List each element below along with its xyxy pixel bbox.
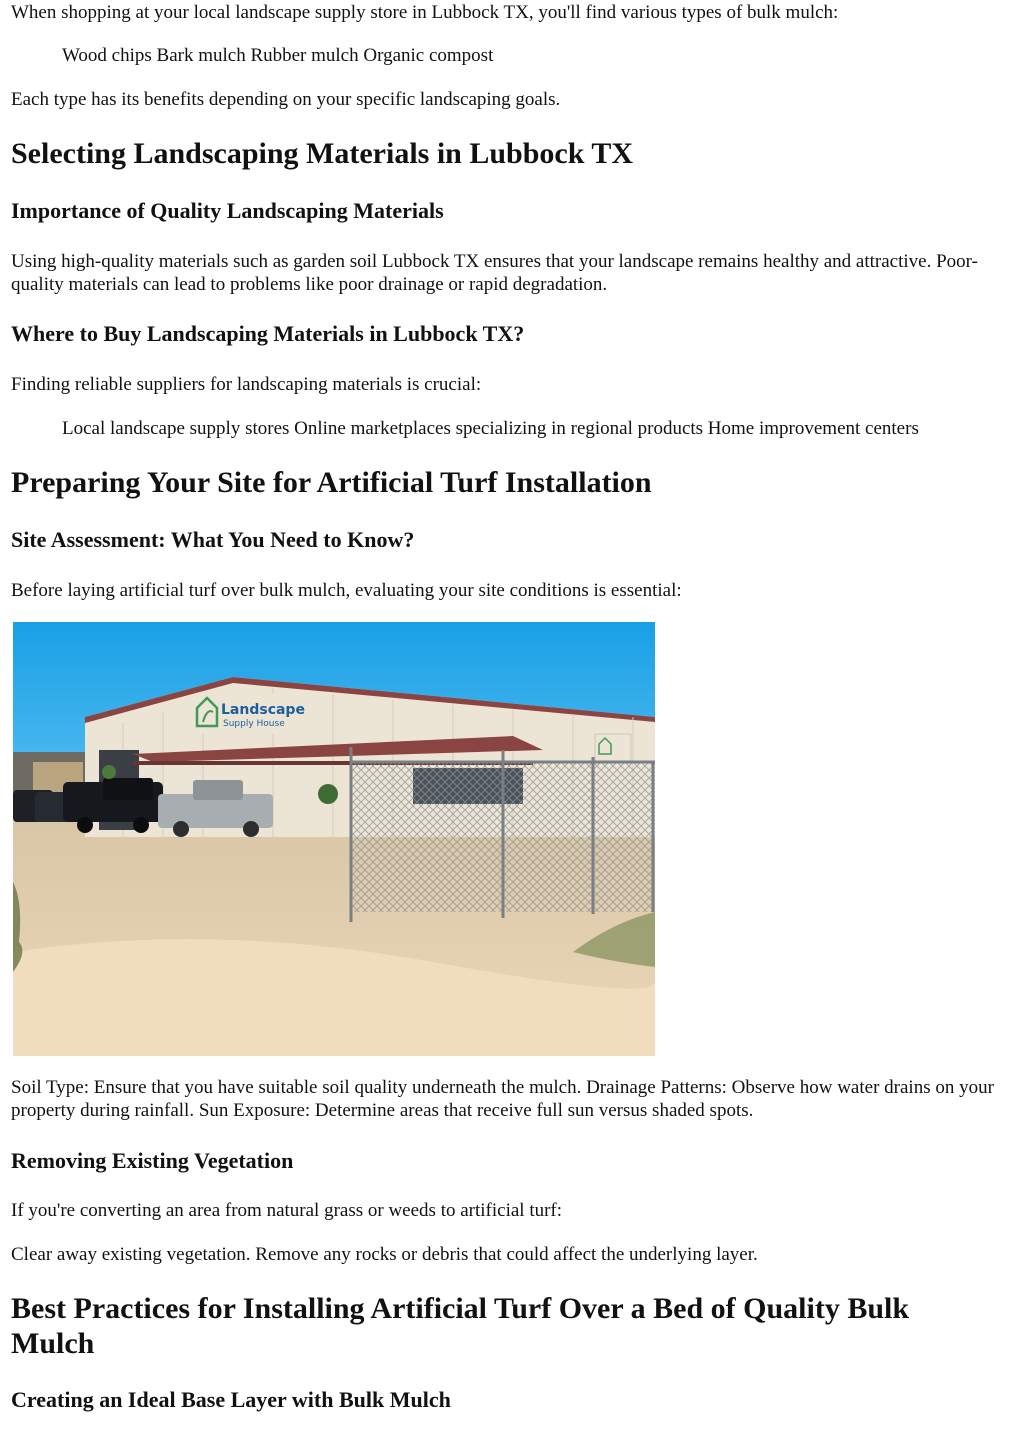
- benefits-text: Each type has its benefits depending on your specific landscaping goals.: [11, 89, 561, 110]
- removing-vegetation-text: If you're converting an area from natural grass or weeds to artificial turf:: [11, 1200, 563, 1221]
- importance-text: Using high-quality materials such as garden soil Lubbock TX ensures that your landscape remains healthy and attractive. Poor-quality materials can lead to problems like poor drainage or rapid degradation.: [11, 251, 978, 295]
- best-practices-heading: Best Practices for Installing Artificial Turf Over a Bed of Quality Bulk Mulch: [11, 1292, 910, 1360]
- site-assessment-text: Before laying artificial turf over bulk mulch, evaluating your site conditions is essential:: [11, 580, 682, 601]
- where-to-buy-text: Finding reliable suppliers for landscaping materials is crucial:: [11, 374, 482, 395]
- supplier-list: Local landscape supply stores Online marketplaces specializing in regional products Home improvement centers: [62, 418, 919, 439]
- mulch-types-list: Wood chips Bark mulch Rubber mulch Organic compost: [62, 45, 494, 66]
- vegetation-steps-text: Clear away existing vegetation. Remove any rocks or debris that could affect the underlying layer.: [11, 1244, 758, 1265]
- selecting-heading: Selecting Landscaping Materials in Lubbock TX: [11, 137, 634, 170]
- store-photo: [13, 622, 655, 1056]
- site-conditions-text: Soil Type: Ensure that you have suitable soil quality underneath the mulch. Drainage Patterns: Observe how water drains on your property during rainfall. Sun Exposure: Determine areas that receive full sun versus shaded spots.: [11, 1077, 994, 1121]
- preparing-heading: Preparing Your Site for Artificial Turf Installation: [11, 466, 652, 499]
- importance-heading: Importance of Quality Landscaping Materials: [11, 198, 444, 223]
- sign-line2: Supply House: [223, 719, 285, 729]
- store-sign: [193, 694, 305, 734]
- intro-text: When shopping at your local landscape supply store in Lubbock TX, you'll find various types of bulk mulch:: [11, 2, 839, 23]
- sign-line1: Landscape: [221, 702, 305, 718]
- base-layer-heading: Creating an Ideal Base Layer with Bulk Mulch: [11, 1387, 451, 1412]
- site-assessment-heading: Site Assessment: What You Need to Know?: [11, 527, 415, 552]
- chain-link-fence: [351, 747, 655, 922]
- removing-vegetation-heading: Removing Existing Vegetation: [11, 1148, 294, 1173]
- where-to-buy-heading: Where to Buy Landscaping Materials in Lubbock TX?: [11, 321, 525, 346]
